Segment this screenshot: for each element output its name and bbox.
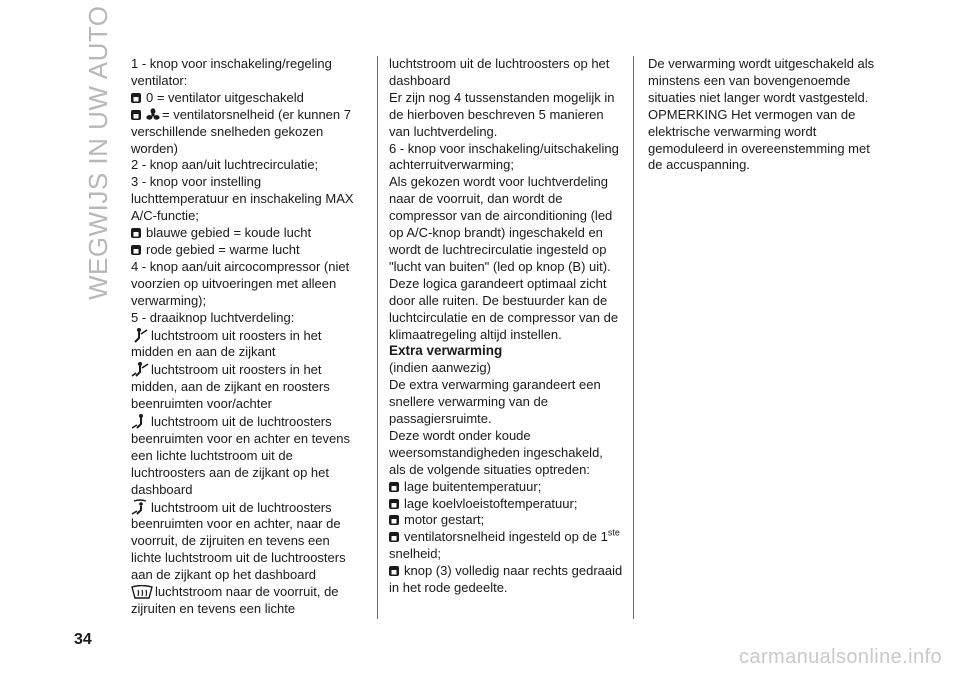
bullet-item: 0 = ventilator uitgeschakeld bbox=[131, 90, 355, 107]
paragraph: Als gekozen wordt voor luchtverdeling naar de voorruit, dan wordt de compressor van de airconditioning (led op A/C-knop brandt) ingeschakeld en wordt de luchtrecirculatie ingesteld op "lucht van buiten" (led op knop (B) uit). Deze logica garandeert optimaal zicht door alle ruiten. De bestuurder kan de luchtcirculatie en de compressor van de klimaatregeling altijd instellen. bbox=[389, 174, 619, 342]
airflow-item: luchtstroom uit roosters in het midden, aan de zijkant en roosters beenruimten voor/achter bbox=[131, 362, 330, 412]
page-number: 34 bbox=[74, 631, 92, 648]
bullet-item: = ventilatorsnelheid (er kunnen 7 verschillende snelheden gekozen worden) bbox=[131, 106, 351, 156]
airflow-feet-icon bbox=[131, 413, 149, 429]
windscreen-defrost-icon bbox=[131, 585, 153, 599]
bullet-icon bbox=[389, 499, 399, 509]
airflow-center-feet-icon bbox=[131, 361, 149, 377]
watermark: carmanualsonline.info bbox=[739, 646, 942, 668]
bullet-icon bbox=[131, 110, 141, 120]
bullet-item: ventilatorsnelheid ingesteld op de 1ste snelheid; bbox=[389, 528, 620, 562]
text-column-1 bbox=[131, 56, 355, 618]
paragraph: De verwarming wordt uitgeschakeld als minstens een van bovengenoemde situaties niet langer wordt vastgesteld. bbox=[648, 56, 875, 105]
bullet-icon bbox=[131, 245, 141, 255]
bullet-icon bbox=[131, 93, 141, 103]
column-divider bbox=[633, 56, 634, 619]
airflow-item: luchtstroom uit de luchtroosters beenruimten voor en achter en tevens een lichte luchtstroom uit de luchtroosters aan de zijkant op het dashboard bbox=[131, 414, 350, 497]
paragraph: Deze wordt onder koude weersomstandigheden ingeschakeld, als de volgende situaties optreden: bbox=[389, 427, 603, 477]
airflow-item: luchtstroom uit de luchtroosters beenruimten voor en achter, naar de voorruit, de zijruiten en tevens een lichte luchtstroom uit de luchtroosters aan de zijkant op het dashboard bbox=[131, 499, 346, 583]
bullet-item: motor gestart; bbox=[389, 512, 623, 529]
column-divider bbox=[377, 56, 378, 619]
paragraph: 4 - knop aan/uit aircocompressor (niet voorzien op uitvoeringen met alleen verwarming); bbox=[131, 258, 350, 308]
bullet-icon bbox=[389, 566, 399, 576]
paragraph: 3 - knop voor instelling luchttemperatuur en inschakeling MAX A/C-functie; bbox=[131, 174, 354, 224]
bullet-item: rode gebied = warme lucht bbox=[131, 242, 355, 259]
paragraph: luchtstroom uit de luchtroosters op het dashboard bbox=[389, 56, 610, 88]
paragraph: 2 - knop aan/uit luchtrecirculatie; bbox=[131, 157, 319, 173]
bullet-icon bbox=[389, 532, 399, 542]
text-column-2 bbox=[389, 56, 623, 597]
bullet-icon bbox=[389, 515, 399, 525]
text-column-3 bbox=[648, 56, 878, 174]
bullet-item: lage buitentemperatuur; bbox=[389, 479, 623, 496]
bullet-item: blauwe gebied = koude lucht bbox=[131, 225, 355, 242]
paragraph: 1 - knop voor inschakeling/regeling ventilator: bbox=[131, 56, 332, 88]
section-heading: Extra verwarming bbox=[389, 343, 503, 359]
airflow-center-side-icon bbox=[131, 327, 149, 343]
airflow-item: luchtstroom naar de voorruit, de zijruiten en tevens een lichte bbox=[131, 584, 339, 616]
bullet-item: lage koelvloeistoftemperatuur; bbox=[389, 496, 623, 513]
paragraph: 5 - draaiknop luchtverdeling: bbox=[131, 309, 295, 325]
paragraph: Er zijn nog 4 tussenstanden mogelijk in de hierboven beschreven 5 manieren van luchtverdeling. bbox=[389, 89, 615, 139]
section-side-title: WEGWIJS IN UW AUTO bbox=[83, 5, 113, 300]
airflow-feet-windscreen-icon bbox=[131, 499, 149, 515]
fan-icon bbox=[146, 108, 160, 122]
airflow-item: luchtstroom uit roosters in het midden en aan de zijkant bbox=[131, 327, 322, 360]
paragraph: 6 - knop voor inschakeling/uitschakeling achterruitverwarming; bbox=[389, 140, 619, 173]
bullet-item: knop (3) volledig naar rechts gedraaid in het rode gedeelte. bbox=[389, 563, 623, 596]
paragraph: De extra verwarming garandeert een snellere verwarming van de passagiersruimte. bbox=[389, 377, 601, 427]
bullet-icon bbox=[131, 228, 141, 238]
paragraph: OPMERKING Het vermogen van de elektrische verwarming wordt gemoduleerd in overeenstemming met de accuspanning. bbox=[648, 106, 870, 173]
bullet-icon bbox=[389, 482, 399, 492]
paragraph: (indien aanwezig) bbox=[389, 360, 491, 376]
